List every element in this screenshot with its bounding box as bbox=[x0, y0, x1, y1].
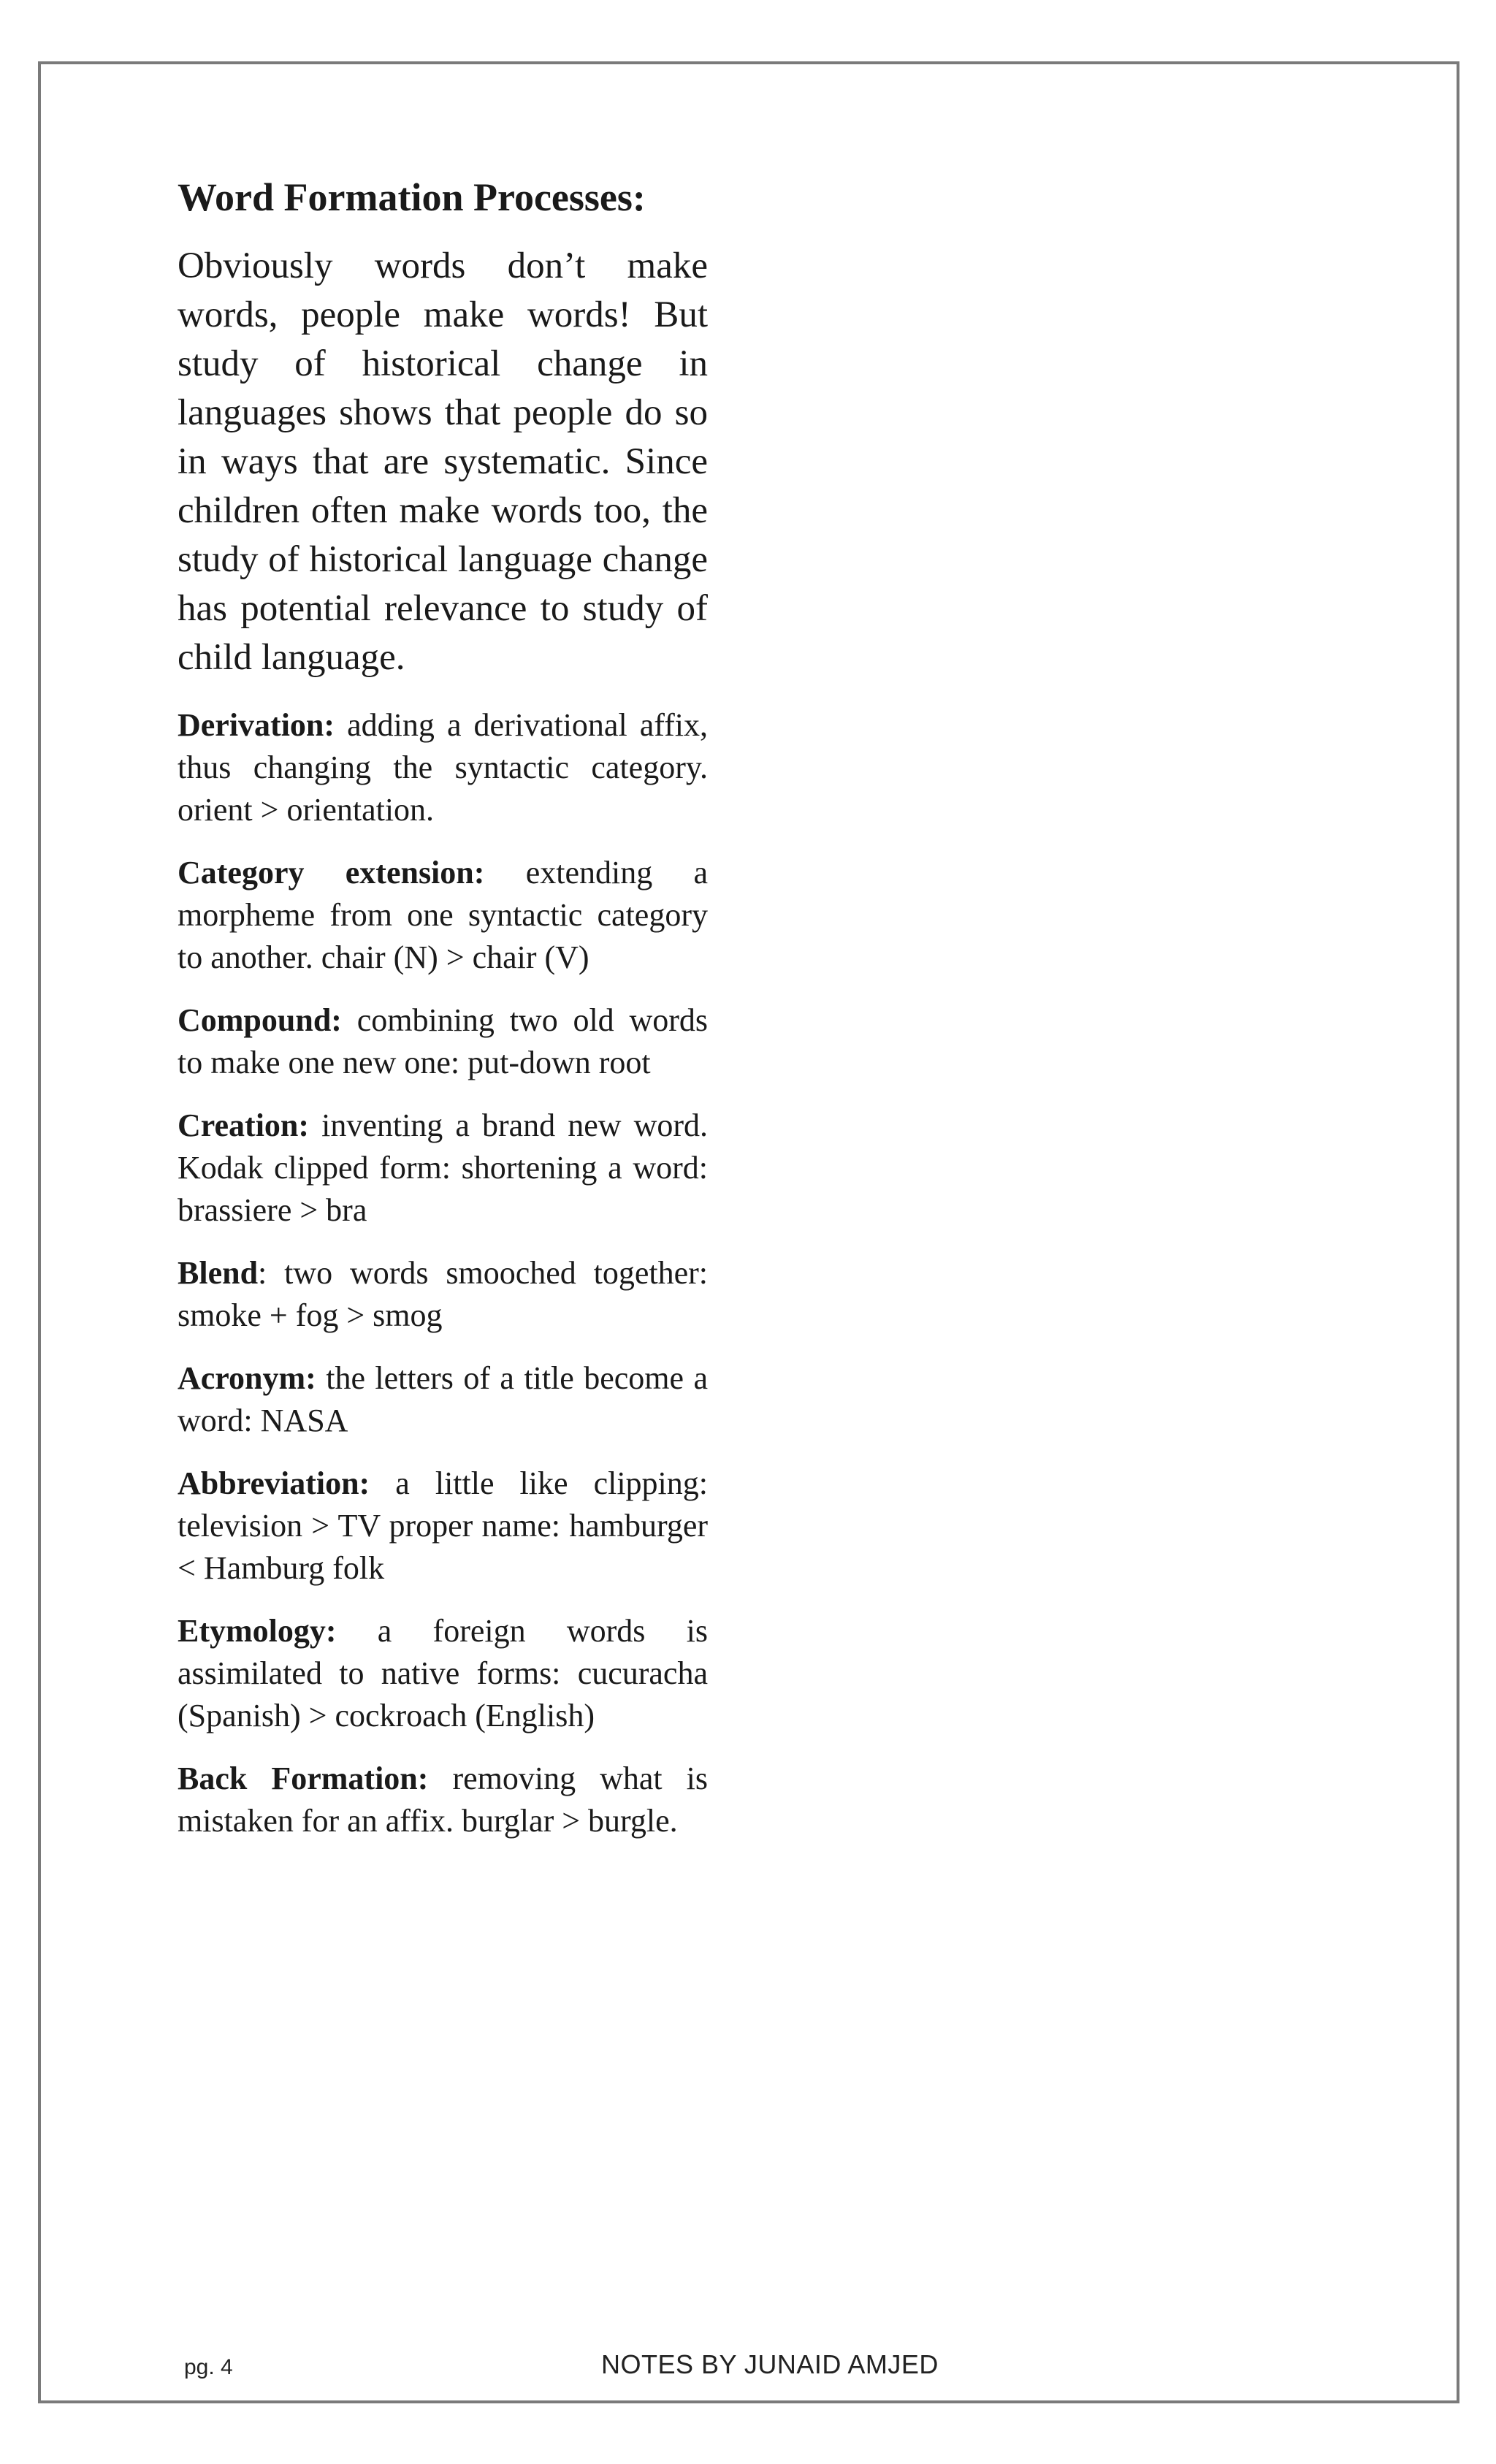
footer-page-number: pg. 4 bbox=[184, 2355, 233, 2379]
entry-back-formation bbox=[178, 1758, 708, 1842]
entry-creation bbox=[178, 1105, 708, 1232]
entry-etymology bbox=[178, 1610, 708, 1737]
entry-definition: a little like clipping: television > TV proper name: hamburger < Hamburg folk bbox=[178, 1465, 708, 1586]
entry-category-extension bbox=[178, 852, 708, 979]
entry-term: Derivation: bbox=[178, 706, 335, 743]
entry-term: Blend bbox=[178, 1254, 259, 1291]
entry-term: Compound: bbox=[178, 1002, 342, 1038]
entry-compound bbox=[178, 999, 708, 1084]
intro-paragraph: Obviously words don’t make words, people make words! But study of historical change in languages shows that people do so in ways that are systematic. Since children often make words too, the study of historical language change has potential relevance to study of child language. bbox=[178, 245, 708, 678]
entry-derivation bbox=[178, 704, 708, 831]
entry-definition: a foreign words is assimilated to native forms: cucuracha (Spanish) > cockroach (English) bbox=[178, 1612, 708, 1733]
entry-term: Creation: bbox=[178, 1107, 310, 1143]
entry-term: Category extension: bbox=[178, 854, 485, 890]
entry-definition: combining two old words to make one new one: put-down root bbox=[178, 1002, 708, 1080]
entry-definition: inventing a brand new word. Kodak clipped form: shortening a word: brassiere > bra bbox=[178, 1107, 708, 1228]
entry-definition: : two words smooched together: smoke + fog > smog bbox=[178, 1254, 708, 1333]
entry-definition: removing what is mistaken for an affix. burglar > burgle. bbox=[178, 1760, 709, 1839]
entry-term: Acronym: bbox=[178, 1359, 316, 1396]
page-content bbox=[178, 174, 708, 1863]
entry-abbreviation bbox=[178, 1462, 708, 1590]
entry-definition: adding a derivational affix, thus changing the syntactic category. orient > orientation. bbox=[178, 706, 708, 828]
page-title: Word Formation Processes: bbox=[178, 175, 646, 219]
entry-acronym bbox=[178, 1357, 708, 1442]
entry-definition: extending a morpheme from one syntactic category to another. chair (N) > chair (V) bbox=[178, 854, 709, 975]
entry-term: Abbreviation: bbox=[178, 1465, 370, 1501]
entry-term: Back Formation: bbox=[178, 1760, 429, 1796]
entry-term: Etymology: bbox=[178, 1612, 337, 1649]
entry-blend bbox=[178, 1252, 708, 1337]
entry-definition: the letters of a title become a word: NASA bbox=[178, 1359, 708, 1438]
footer-notes-credit: NOTES BY JUNAID AMJED bbox=[601, 2349, 939, 2379]
